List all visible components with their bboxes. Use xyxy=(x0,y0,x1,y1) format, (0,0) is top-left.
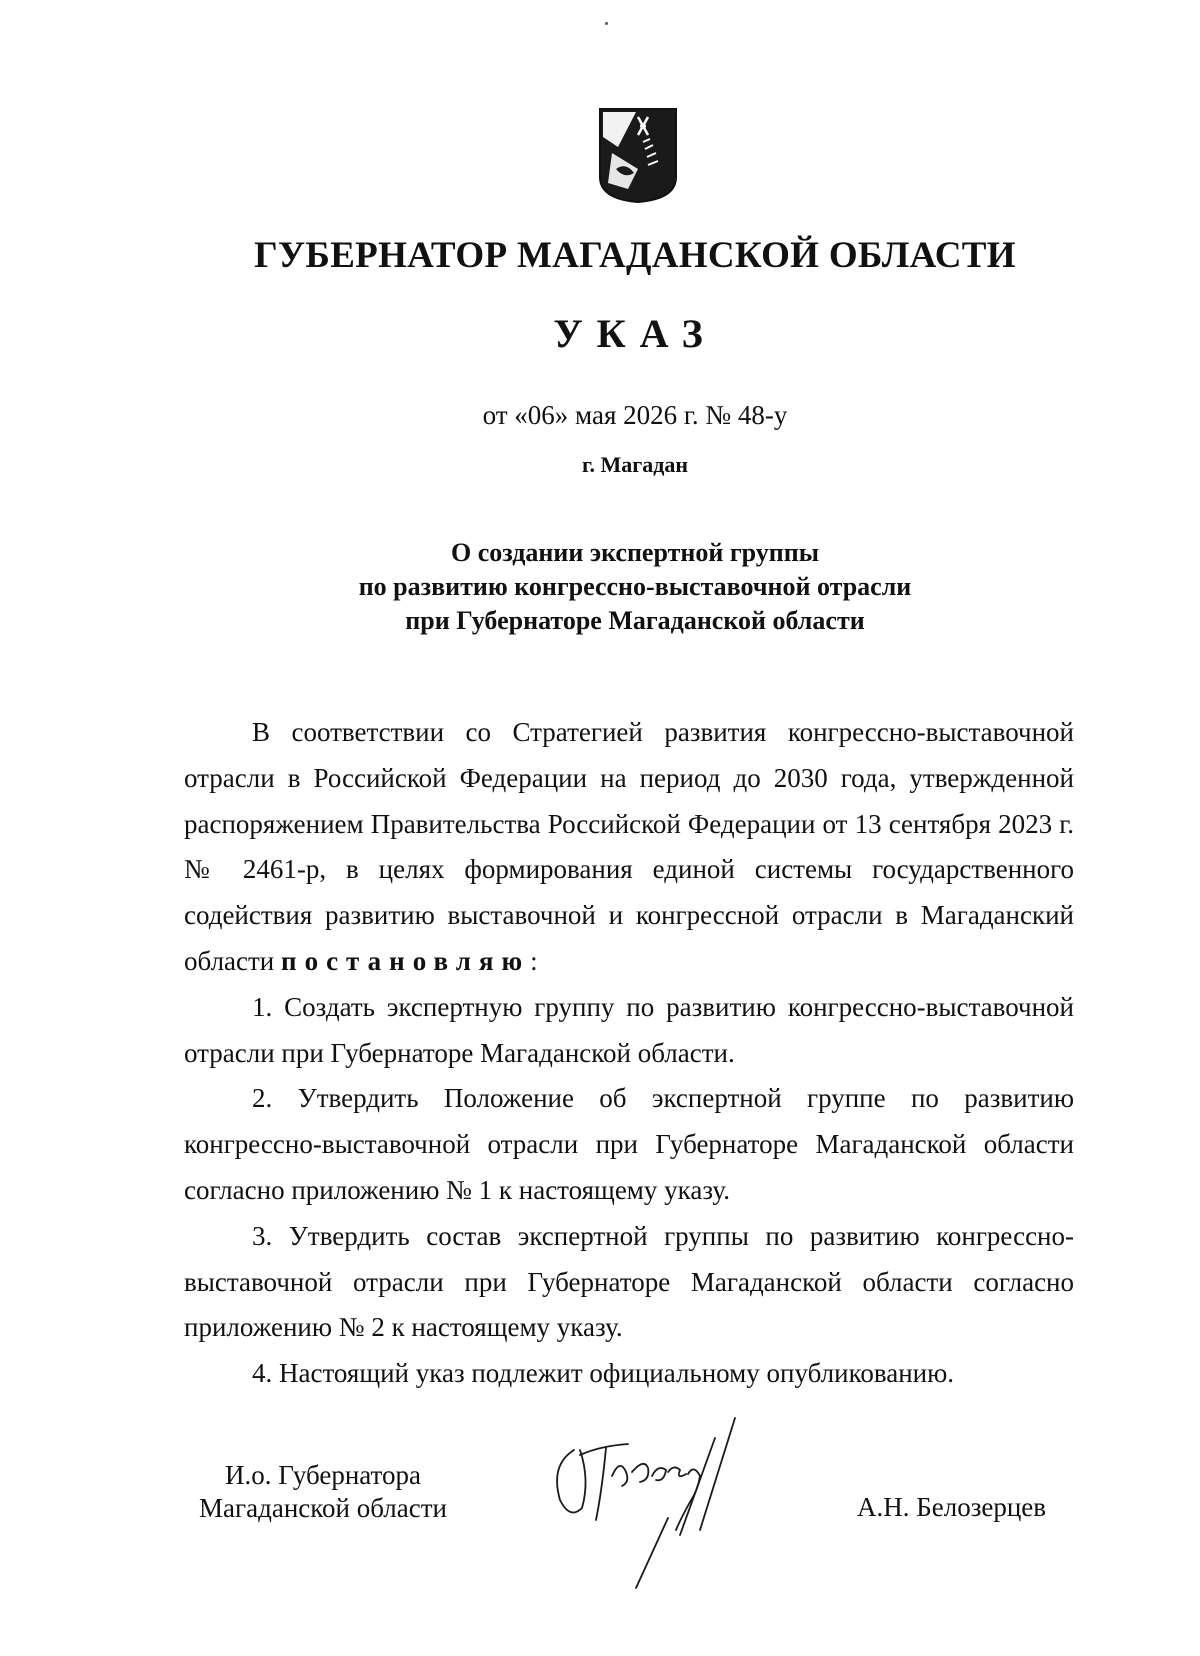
document-body xyxy=(184,710,1074,1397)
handwritten-signature-icon xyxy=(540,1410,780,1590)
decree-item: 3. Утвердить состав экспертной группы по развитию конгрессно-выставочной отрасли при Губернаторе Магаданской области согласно приложению № 2 к настоящему указу. xyxy=(184,1220,1074,1343)
document-title-line: по развитию конгрессно-выставочной отрасли xyxy=(358,572,912,601)
document-title xyxy=(0,536,1200,638)
signatory-position-line: Магаданской области xyxy=(199,1493,447,1523)
decree-item: 2. Утвердить Положение об экспертной группе по развитию конгрессно-выставочной отрасли при Губернаторе Магаданской области согласно приложению № 1 к настоящему указу. xyxy=(184,1083,1074,1205)
decree-item: 4. Настоящий указ подлежит официальному опубликованию. xyxy=(252,1358,955,1389)
signatory-position-line: И.о. Губернатора xyxy=(224,1460,421,1490)
signatory-name: А.Н. Белозерцев xyxy=(857,1492,1047,1522)
decree-word: постановляю xyxy=(281,945,531,976)
document-place: г. Магадан xyxy=(581,452,689,477)
scan-speck xyxy=(605,22,608,25)
document-title-line: О создании экспертной группы xyxy=(451,538,819,567)
preamble-text: В соответствии со Стратегией развития конгрессно-выставочной отрасли в Российской Федерации на период до 2030 года, утвержденной распоряжением Правительства Российской Федерации от 13 сентября 2023 г. № 2461-р, в целях формирования единой системы государственного содействия развитию выставочной и конгрессной отрасли в Магаданский области xyxy=(184,717,1074,976)
preamble-paragraph xyxy=(184,710,1074,985)
signatory-position xyxy=(178,1459,468,1525)
document-title-line: при Губернаторе Магаданской области xyxy=(405,606,865,635)
decree-item: 1. Создать экспертную группу по развитию конгрессно-выставочной отрасли при Губернаторе Магаданской области. xyxy=(184,991,1074,1068)
document-date-number: от «06» мая 2026 г. № 48-у xyxy=(482,400,788,430)
decree-colon: : xyxy=(530,945,538,976)
document-type: УКАЗ xyxy=(553,311,717,356)
issuing-authority: ГУБЕРНАТОР МАГАДАНСКОЙ ОБЛАСТИ xyxy=(254,235,1016,276)
coat-of-arms-icon xyxy=(598,107,678,204)
